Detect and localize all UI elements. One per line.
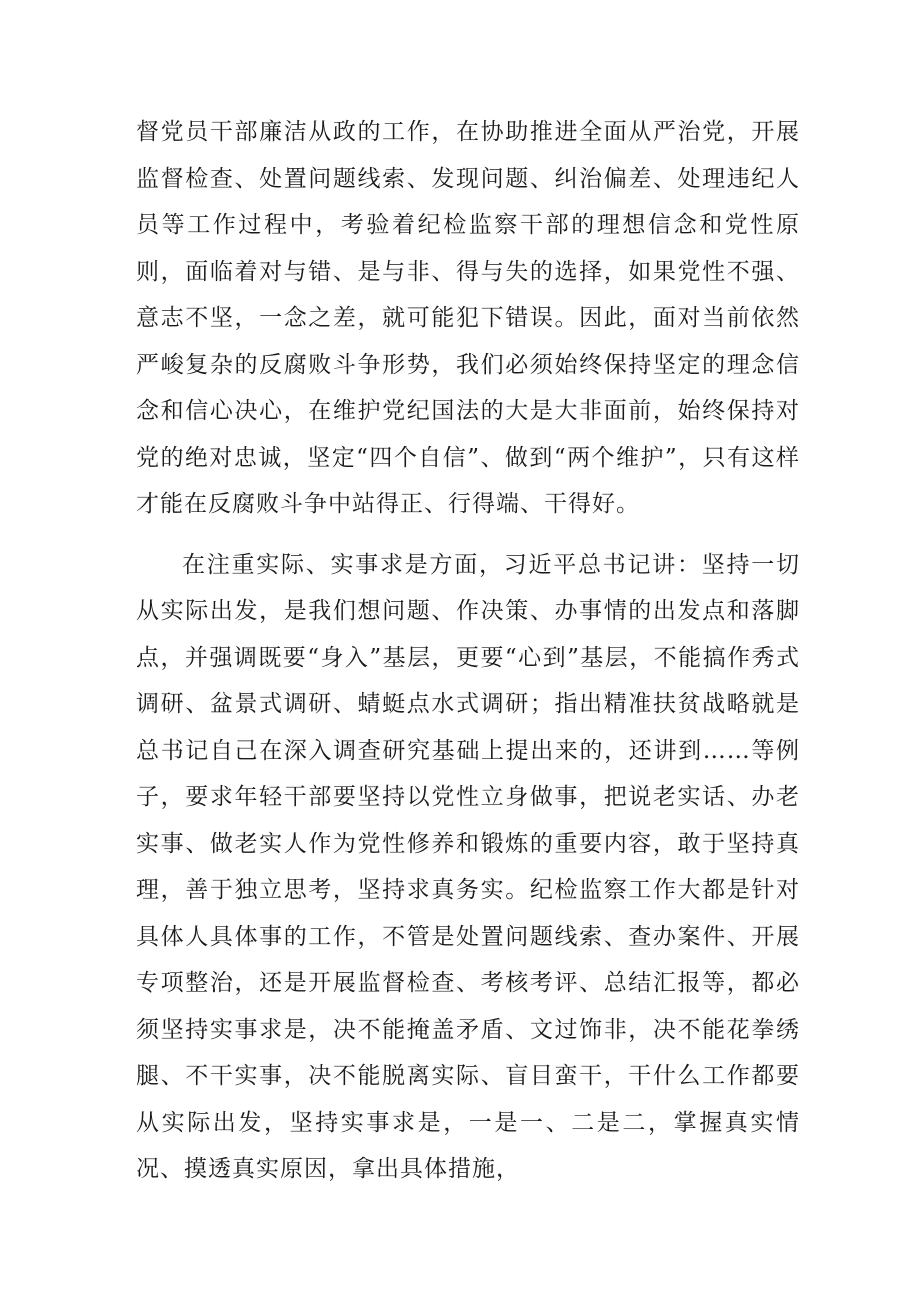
paragraph-practical-approach: 在注重实际、实事求是方面，习近平总书记讲：坚持一切从实际出发，是我们想问题、作决策、办事情的出发点和落脚点，并强调既要“身入”基层，更要“心到”基层，不能搞作秀式调研、盆景式调研、蜻蜓点水式调研；指出精准扶贫战略就是总书记自己在深入调查研究基础上提出来的，还讲到……等例子，要求年轻干部要坚持以党性立身做事，把说老实话、办老实事、做老实人作为党性修养和锻炼的重要内容，敢于坚持真理，善于独立思考，坚持求真务实。纪检监察工作大都是针对具体人具体事的工作，不管是处置问题线索、查办案件、开展专项整治，还是开展监督检查、考核考评、总结汇报等，都必须坚持实事求是，决不能掩盖矛盾、文过饰非，决不能花拳绣腿、不干实事，决不能脱离实际、盲目蛮干，干什么工作都要从实际出发，坚持实事求是，一是一、二是二，掌握真实情况、摸透真实原因，拿出具体措施， <box>136 551 800 1182</box>
paragraph-continued: 督党员干部廉洁从政的工作，在协助推进全面从严治党，开展监督检查、处置问题线索、发现问题、纠治偏差、处理违纪人员等工作过程中，考验着纪检监察干部的理想信念和党性原则，面临着对与错、是与非、得与失的选择，如果党性不强、意志不坚，一念之差，就可能犯下错误。因此，面对当前依然严峻复杂的反腐败斗争形势，我们必须始终保持坚定的理念信念和信心决心，在维护党纪国法的大是大非面前，始终保持对党的绝对忠诚，坚定“四个自信”、做到“两个维护”，只有这样才能在反腐败斗争中站得正、行得端、干得好。 <box>136 119 800 517</box>
